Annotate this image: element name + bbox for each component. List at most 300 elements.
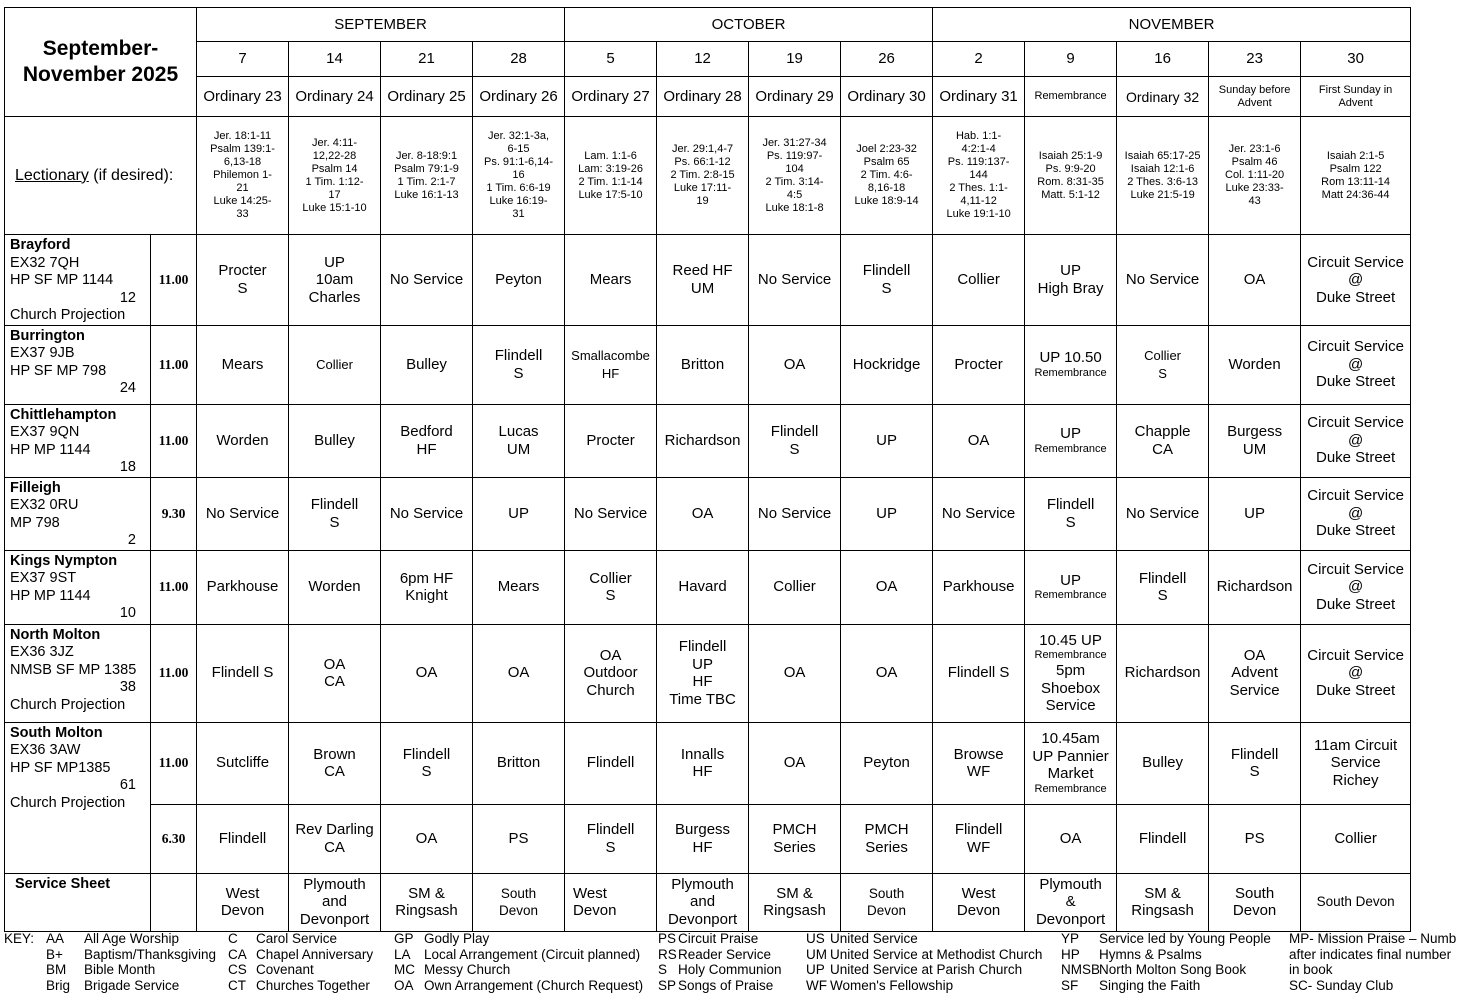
- service-line: High Bray: [1037, 279, 1104, 297]
- service-line: Lucas: [498, 423, 539, 440]
- service-sheet-cell: [1117, 873, 1209, 931]
- sunday-date: 30: [1301, 42, 1411, 77]
- reading-line: Rom 13:11-14: [1321, 175, 1391, 188]
- service-time-evening: 6.30: [151, 804, 197, 873]
- key-meaning: Messy Church: [424, 962, 511, 977]
- key-meaning: Reader Service: [678, 946, 772, 962]
- key-abbreviation: GP: [394, 931, 414, 946]
- liturgical-sunday: Ordinary 31: [933, 77, 1025, 117]
- reading-line: Jer. 31:27-34: [762, 136, 827, 149]
- sheet-line: West: [961, 884, 996, 902]
- service-cell: [565, 235, 657, 326]
- service-line: Flindell: [1138, 829, 1187, 847]
- service-line: Remembrance: [1034, 442, 1107, 455]
- service-line: Bedford: [400, 423, 453, 440]
- service-cell: [657, 404, 749, 477]
- service-line: Series: [773, 838, 816, 856]
- service-line: CA: [324, 763, 345, 780]
- reading-line: Luke 21:5-19: [1130, 188, 1195, 201]
- reading-line: 144: [969, 169, 988, 181]
- lectionary-readings: [381, 117, 473, 235]
- key-entry: [228, 978, 373, 994]
- service-line: Shoebox: [1040, 679, 1101, 697]
- service-line: Duke Street: [1315, 373, 1396, 391]
- service-line: S: [605, 587, 616, 604]
- reading-line: 2 Thes. 1:1-: [949, 182, 1008, 194]
- service-line: Service: [1045, 697, 1096, 714]
- service-cell: [841, 235, 933, 326]
- service-line: S: [605, 838, 616, 856]
- church-name: North Molton: [10, 626, 101, 643]
- key-entry: [658, 931, 782, 947]
- service-cell: [1025, 722, 1117, 804]
- key-column: [46, 931, 216, 993]
- lectionary-readings: [565, 117, 657, 235]
- service-line: Hockridge: [852, 355, 921, 373]
- sheet-line: Devon: [573, 902, 617, 919]
- service-line: OA: [1059, 829, 1082, 847]
- key-note: after indicates final number: [1289, 946, 1452, 962]
- reading-line: Matt 24:36-44: [1321, 188, 1390, 201]
- service-cell: [473, 404, 565, 477]
- key-abbreviation: AA: [46, 931, 65, 946]
- church-name: Kings Nympton: [10, 552, 118, 569]
- service-line: S: [1158, 365, 1167, 381]
- key-abbreviation: PS: [658, 931, 677, 946]
- service-line: Innalls: [680, 745, 725, 763]
- lectionary-label-suffix: (if desired):: [88, 166, 174, 184]
- key-note: SC- Sunday Club: [1289, 977, 1394, 993]
- service-cell: [933, 477, 1025, 550]
- lectionary-readings: [657, 117, 749, 235]
- service-line: S: [513, 364, 524, 382]
- service-line: Outdoor: [583, 664, 638, 682]
- key-note: in book: [1289, 962, 1333, 977]
- service-line: No Service: [1125, 271, 1200, 288]
- service-line: Flindell: [310, 496, 359, 513]
- service-cell: [749, 624, 841, 722]
- sunday-date: 21: [381, 42, 473, 77]
- service-cell: [657, 624, 749, 722]
- reading-line: 6,13-18: [223, 156, 262, 168]
- service-line: OA: [507, 664, 530, 682]
- service-line: Service: [1229, 681, 1280, 699]
- key-column: [806, 931, 1042, 993]
- church-books: HP SF MP 1144: [10, 272, 114, 288]
- reading-line: Luke 23:33-: [1225, 182, 1284, 194]
- service-line: Circuit Service: [1307, 338, 1404, 356]
- service-line: Flindell: [218, 829, 267, 847]
- service-cell: [1209, 325, 1301, 404]
- key-entry: [228, 947, 373, 963]
- service-cell: [565, 477, 657, 550]
- key-meaning: Baptism/Thanksgiving: [84, 946, 217, 962]
- church-books: HP SF MP1385: [10, 759, 111, 776]
- church-congregation-number: 61: [119, 777, 136, 793]
- service-line: Service: [1330, 754, 1381, 772]
- service-line: Collier: [1334, 829, 1377, 847]
- service-line: OA: [875, 578, 898, 596]
- service-cell-evening: [565, 804, 657, 873]
- service-cell: [1209, 477, 1301, 550]
- key-abbreviation: SP: [658, 977, 677, 993]
- key-abbreviation: Brig: [46, 977, 71, 993]
- liturgical-sunday: Sunday before Advent: [1209, 77, 1301, 117]
- service-line: Britton: [680, 355, 725, 373]
- service-cell: [381, 550, 473, 624]
- plan-title-line-1: September-: [42, 37, 159, 60]
- church-postcode: EX36 3JZ: [10, 644, 74, 660]
- service-time: 11.00: [151, 404, 197, 477]
- service-cell: [473, 235, 565, 326]
- key-entry: [658, 978, 782, 994]
- sheet-line: and: [322, 893, 348, 911]
- key-entry: [806, 962, 1042, 978]
- sheet-line: Devonport: [299, 910, 370, 928]
- service-line: Church: [586, 681, 635, 699]
- service-line: @: [1347, 664, 1364, 682]
- service-cell: [1301, 550, 1411, 624]
- key-entry: [1061, 962, 1271, 978]
- sheet-line: West: [573, 884, 607, 902]
- service-line: No Service: [573, 504, 648, 522]
- service-cell: [197, 235, 289, 326]
- service-line: UP: [1060, 262, 1081, 280]
- service-line: Brown: [313, 745, 356, 763]
- key-meaning: Carol Service: [256, 931, 338, 946]
- lectionary-readings: [1301, 117, 1411, 235]
- service-line: Procter: [954, 355, 1003, 373]
- key-abbreviation: UM: [806, 946, 827, 962]
- service-time: 11.00: [151, 235, 197, 326]
- key-entry: [394, 931, 643, 947]
- key-abbreviation: S: [658, 962, 668, 977]
- lectionary-readings: [1209, 117, 1301, 235]
- reading-line: 2 Thes. 3:6-13: [1127, 175, 1198, 188]
- service-line: UP: [876, 504, 897, 522]
- reading-line: Matt. 5:1-12: [1041, 188, 1100, 201]
- service-cell: [381, 325, 473, 404]
- service-cell: [197, 722, 289, 804]
- service-line: Remembrance: [1034, 366, 1107, 379]
- reading-line: Philemon 1-: [213, 169, 272, 181]
- service-line: Worden: [308, 578, 361, 596]
- service-line: PS: [508, 829, 529, 847]
- service-line: OA: [875, 664, 898, 682]
- service-line: 5pm: [1055, 662, 1086, 679]
- service-cell-evening: [1117, 804, 1209, 873]
- service-line: UP: [1244, 504, 1265, 522]
- service-line: Circuit Service: [1307, 646, 1404, 664]
- plan-title: [5, 8, 197, 117]
- reading-line: Col. 1:11-20: [1225, 169, 1285, 181]
- church-books: NMSB SF MP 1385: [10, 661, 137, 678]
- service-line: Duke Street: [1315, 522, 1396, 540]
- reading-line: Ps. 9:9-20: [1045, 162, 1096, 175]
- key-abbreviation: HP: [1061, 946, 1080, 962]
- key-abbreviation: YP: [1061, 931, 1080, 946]
- service-line: Flindell: [862, 262, 911, 280]
- sunday-date: 19: [749, 42, 841, 77]
- service-line: Flindell S: [947, 664, 1010, 682]
- service-line: PS: [1244, 829, 1265, 847]
- service-line: Peyton: [863, 754, 910, 772]
- service-line: WF: [966, 763, 991, 780]
- reading-line: Ps. 119:97-: [766, 149, 823, 162]
- key-entry: [806, 947, 1042, 963]
- service-line: Circuit Service: [1307, 487, 1404, 505]
- sheet-line: South: [868, 885, 905, 901]
- reading-line: 104: [785, 162, 804, 175]
- service-line: Bulley: [406, 355, 447, 373]
- service-line: Flindell: [586, 754, 635, 772]
- church-north-molton: [5, 624, 151, 722]
- sunday-date: 7: [197, 42, 289, 77]
- service-cell: [1301, 235, 1411, 326]
- reading-line: 4:5: [786, 188, 803, 201]
- reading-line: 12,22-28: [312, 149, 357, 162]
- service-time: 9.30: [151, 477, 197, 550]
- service-cell: [1117, 624, 1209, 722]
- service-sheet-cell: [1209, 873, 1301, 931]
- service-cell-evening: [749, 804, 841, 873]
- service-line: Britton: [496, 754, 541, 772]
- service-sheet-cell: [473, 873, 565, 931]
- church-projection: Church Projection: [10, 794, 126, 811]
- key-meaning: Local Arrangement (Circuit planned): [424, 946, 641, 962]
- lectionary-readings: [289, 117, 381, 235]
- plan-title-line-2: November 2025: [22, 63, 179, 86]
- service-cell-evening: [197, 804, 289, 873]
- church-congregation-number: 18: [119, 459, 136, 475]
- service-sheet-cell: [381, 873, 473, 931]
- service-line: Flindell S: [211, 664, 274, 682]
- service-cell: [1301, 325, 1411, 404]
- key-entry: [46, 978, 216, 994]
- service-sheet-cell: [289, 873, 381, 931]
- church-books: HP MP 1144: [10, 441, 91, 458]
- church-brayford: [5, 235, 151, 326]
- service-cell: [197, 477, 289, 550]
- church-congregation-number: 2: [127, 532, 136, 548]
- service-sheet-cell: [1025, 873, 1117, 931]
- key-entry: [394, 947, 643, 963]
- sunday-date: 23: [1209, 42, 1301, 77]
- service-line: HF: [692, 673, 713, 690]
- sheet-line: South Devon: [1316, 894, 1395, 910]
- reading-line: 2 Tim. 2:8-15: [670, 169, 735, 181]
- service-line: OA: [783, 754, 806, 772]
- sunday-date: 28: [473, 42, 565, 77]
- sheet-line: SM &: [1144, 884, 1181, 902]
- reading-line: Psalm 46: [1231, 156, 1278, 168]
- service-line: Mears: [497, 578, 540, 596]
- church-name: Burrington: [10, 327, 85, 344]
- service-line: HF: [692, 763, 713, 780]
- liturgical-sunday: Ordinary 23: [197, 77, 289, 117]
- key-meaning: Covenant: [256, 962, 314, 977]
- service-cell: [749, 550, 841, 624]
- service-cell: [657, 722, 749, 804]
- service-line: S: [1249, 763, 1260, 780]
- service-sheet-cell: [841, 873, 933, 931]
- service-line: Flindell: [494, 347, 543, 364]
- sheet-line: South: [1234, 884, 1275, 902]
- key-entry: [1061, 978, 1271, 994]
- service-cell: [749, 404, 841, 477]
- liturgical-sunday: Ordinary 28: [657, 77, 749, 117]
- service-cell: [933, 235, 1025, 326]
- reading-line: Isaiah 65:17-25: [1124, 149, 1201, 162]
- service-cell: [841, 624, 933, 722]
- liturgical-sunday: Ordinary 30: [841, 77, 933, 117]
- service-cell: [1301, 404, 1411, 477]
- reading-line: Psalm 14: [311, 162, 358, 175]
- service-line: OA: [783, 664, 806, 682]
- key-meaning: North Molton Song Book: [1099, 962, 1247, 977]
- service-line: Peyton: [495, 271, 542, 288]
- reading-line: 1 Tim. 2:1-7: [397, 175, 456, 188]
- key-abbreviation: SF: [1061, 977, 1079, 993]
- key-meaning: Bible Month: [84, 962, 156, 977]
- key-entry: [806, 978, 1042, 994]
- sheet-line: SM &: [776, 884, 813, 902]
- lectionary-readings: [473, 117, 565, 235]
- church-postcode: EX37 9QN: [10, 424, 80, 440]
- service-line: UM: [690, 279, 715, 297]
- service-line: CA: [324, 838, 345, 856]
- reading-line: Lam: 3:19-26: [578, 162, 643, 175]
- service-line: Richardson: [664, 431, 741, 449]
- sunday-date: 9: [1025, 42, 1117, 77]
- service-line: Market: [1047, 765, 1094, 783]
- service-line: 11am Circuit: [1314, 736, 1398, 754]
- service-line: S: [789, 440, 800, 458]
- key-entry: [228, 962, 373, 978]
- key-meaning: Holy Communion: [678, 962, 782, 977]
- service-line: OA: [599, 646, 622, 664]
- service-cell: [289, 325, 381, 404]
- service-line: HF: [601, 365, 620, 381]
- service-line: Duke Street: [1315, 449, 1396, 467]
- reading-line: Psalm 65: [863, 156, 910, 168]
- key-abbreviation: LA: [394, 946, 411, 962]
- service-line: Richardson: [1216, 578, 1293, 596]
- church-postcode: EX36 3AW: [10, 742, 81, 758]
- liturgical-sunday: Ordinary 32: [1117, 77, 1209, 117]
- sheet-line: Devonport: [1035, 910, 1106, 928]
- reading-line: 31: [512, 208, 525, 220]
- service-cell-evening: [473, 804, 565, 873]
- key-entry: [46, 931, 216, 947]
- service-cell-evening: [1209, 804, 1301, 873]
- service-line: S: [421, 763, 432, 780]
- service-cell: [197, 624, 289, 722]
- key-abbreviation: MC: [394, 962, 415, 977]
- service-cell: [1025, 477, 1117, 550]
- service-line: UP: [1060, 425, 1081, 443]
- key-meaning: Circuit Praise: [678, 931, 759, 946]
- service-cell-evening: [841, 804, 933, 873]
- key-entry: [46, 947, 216, 963]
- key-abbreviation: BM: [46, 962, 67, 977]
- service-line: Advent: [1231, 664, 1278, 682]
- reading-line: Rom. 8:31-35: [1037, 175, 1104, 188]
- sheet-line: SM &: [408, 884, 445, 902]
- liturgical-sunday: Ordinary 27: [565, 77, 657, 117]
- key-meaning: Singing the Faith: [1099, 977, 1201, 993]
- reading-line: Luke 18:9-14: [854, 195, 919, 207]
- reading-line: Isaiah 2:1-5: [1326, 149, 1385, 162]
- service-line: Worden: [1228, 355, 1281, 373]
- key-entry: [1061, 931, 1271, 947]
- service-cell: [289, 550, 381, 624]
- key-abbreviation: NMSB: [1061, 962, 1101, 977]
- key-meaning: Churches Together: [256, 977, 370, 993]
- service-line: WF: [966, 838, 991, 856]
- service-cell: [1301, 624, 1411, 722]
- service-line: UP: [1060, 571, 1081, 589]
- key-notes: [1289, 931, 1456, 993]
- service-line: S: [1065, 513, 1076, 531]
- reading-line: Lam. 1:1-6: [584, 149, 637, 162]
- service-line: Flindell: [954, 821, 1003, 838]
- service-line: UP Pannier: [1032, 747, 1109, 765]
- key-meaning: Own Arrangement (Church Request): [424, 977, 644, 993]
- sheet-line: Devon: [499, 903, 539, 918]
- service-line: Remembrance: [1034, 649, 1107, 661]
- service-cell: [749, 325, 841, 404]
- liturgical-sunday: Ordinary 25: [381, 77, 473, 117]
- service-line: CA: [1152, 440, 1173, 458]
- key-column: [658, 931, 782, 993]
- reading-line: 17: [328, 188, 341, 201]
- church-kings-nympton: [5, 550, 151, 624]
- liturgical-sunday: Ordinary 24: [289, 77, 381, 117]
- key-meaning: Service led by Young People: [1099, 931, 1271, 946]
- key-abbreviation: UP: [806, 962, 825, 977]
- sheet-line: Plymouth: [671, 875, 734, 893]
- reading-line: Ps. 91:1-6,14-: [483, 156, 554, 168]
- service-line: Flindell: [678, 638, 727, 655]
- reading-line: Ps. 66:1-12: [674, 156, 731, 168]
- key-entry: [658, 962, 782, 978]
- reading-line: Hab. 1:1-: [955, 130, 1002, 142]
- service-line: No Service: [941, 504, 1016, 522]
- service-cell: [289, 722, 381, 804]
- sheet-line: Ringsash: [763, 902, 826, 919]
- service-cell: [473, 722, 565, 804]
- key-column: [394, 931, 643, 993]
- service-cell: [1301, 477, 1411, 550]
- service-line: Duke Street: [1315, 595, 1396, 613]
- service-line: Procter: [218, 262, 267, 280]
- key-note: MP- Mission Praise – Numb: [1289, 931, 1457, 946]
- service-line: Richardson: [1124, 664, 1201, 682]
- service-line: @: [1347, 504, 1364, 522]
- service-line: Collier: [957, 271, 1000, 288]
- service-cell: [381, 235, 473, 326]
- liturgical-sunday: First Sunday in Advent: [1301, 77, 1411, 117]
- church-name: South Molton: [10, 724, 103, 741]
- sunday-date: 5: [565, 42, 657, 77]
- service-line: Flindell: [402, 745, 451, 763]
- service-cell: [933, 325, 1025, 404]
- service-cell: [565, 404, 657, 477]
- service-line: S: [881, 279, 892, 297]
- lectionary-readings: [1025, 117, 1117, 235]
- service-cell: [565, 550, 657, 624]
